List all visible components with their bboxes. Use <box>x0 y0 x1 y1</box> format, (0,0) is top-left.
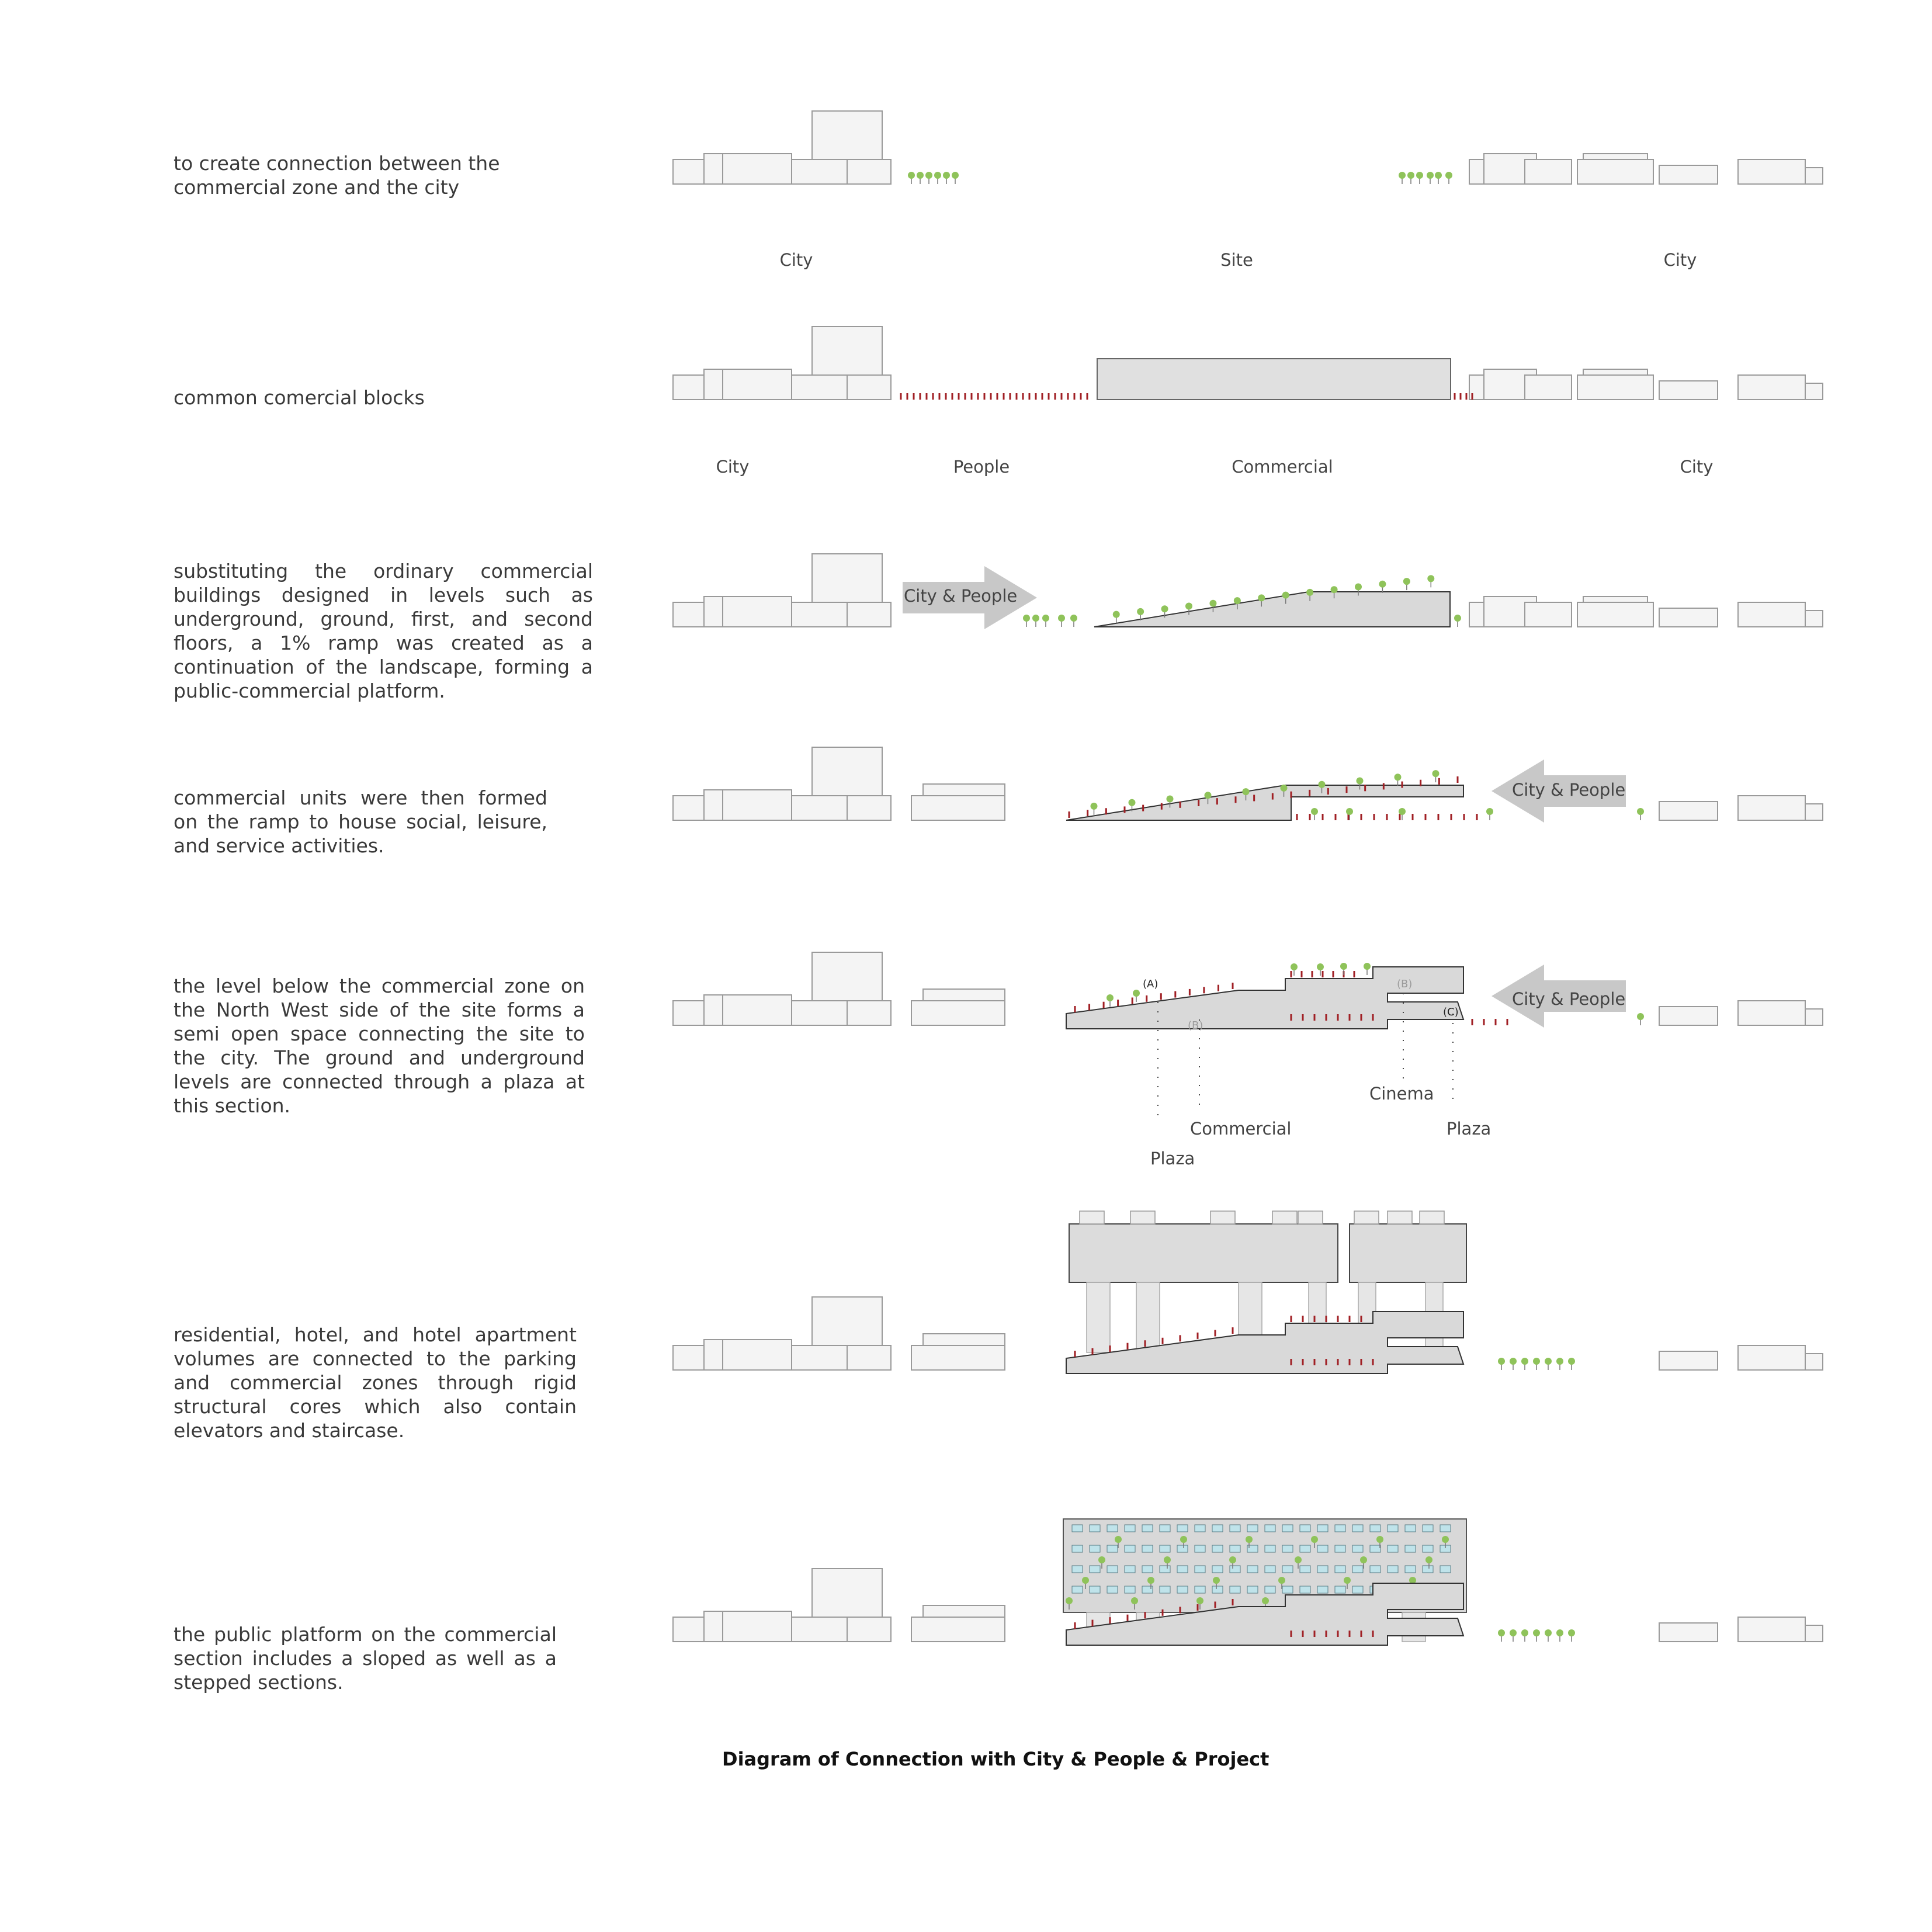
person-icon <box>1144 1612 1146 1618</box>
step-2-label-commercial: Commercial <box>1232 457 1333 477</box>
facade-window <box>1317 1566 1328 1573</box>
facade-window <box>1370 1566 1381 1573</box>
person-icon <box>1337 1631 1339 1637</box>
step-6-caption: residential, hotel, and hotel apartment volumes are connected to the parking and commercial zones through rigid structural cores which also contain elevators and staircase. <box>174 1323 577 1442</box>
tree-icon <box>1376 1536 1383 1543</box>
facade-window <box>1212 1586 1223 1593</box>
facade-window <box>1423 1545 1433 1552</box>
facade-window <box>1282 1586 1293 1593</box>
person-icon <box>1291 1631 1292 1637</box>
step-7-caption: the public platform on the commercial section includes a sloped as well as a stepped sections. <box>174 1623 557 1694</box>
step-2-label-city-left: City <box>716 457 750 477</box>
tree-icon <box>1098 1556 1105 1563</box>
tree-icon <box>1295 1556 1302 1563</box>
facade-window <box>1107 1545 1118 1552</box>
person-icon <box>1314 1631 1316 1637</box>
step-2-label-city-right: City <box>1680 457 1714 477</box>
city-building <box>911 1617 1005 1642</box>
facade-window <box>1142 1566 1153 1573</box>
facade-window <box>1230 1545 1240 1552</box>
tag-b-upper: (B) <box>1397 978 1413 990</box>
facade-window <box>1335 1586 1345 1593</box>
facade-window <box>1212 1525 1223 1532</box>
facade-window <box>1230 1586 1240 1593</box>
step-1-label-city-left: City <box>779 250 813 270</box>
city-building <box>1805 1625 1823 1642</box>
person-icon <box>1361 1631 1362 1637</box>
facade-window <box>1090 1566 1100 1573</box>
tag-a: (A) <box>1143 978 1158 990</box>
tree-icon <box>1360 1556 1367 1563</box>
facade-window <box>1160 1525 1170 1532</box>
tag-c: (C) <box>1443 1006 1459 1018</box>
tree-icon <box>1510 1629 1517 1636</box>
facade-window <box>1317 1586 1328 1593</box>
person-icon <box>1215 1601 1216 1608</box>
person-icon <box>1372 1631 1374 1637</box>
facade-window <box>1282 1566 1293 1573</box>
facade-window <box>1230 1566 1240 1573</box>
facade-window <box>1265 1545 1275 1552</box>
step-5-caption: the level below the commercial zone on the North West side of the site forms a semi open space connecting the site to the city. The ground and underground levels are connected through a plaza at this section. <box>174 974 585 1117</box>
facade-window <box>1300 1586 1310 1593</box>
facade-window <box>1125 1586 1135 1593</box>
facade-window <box>1352 1545 1363 1552</box>
facade-window <box>1195 1586 1205 1593</box>
tree-icon <box>1568 1629 1575 1636</box>
step-1-label-city-right: City <box>1663 250 1697 270</box>
tree-icon <box>1115 1536 1122 1543</box>
facade-window <box>1352 1566 1363 1573</box>
facade-window <box>1125 1566 1135 1573</box>
city-building <box>723 1611 792 1642</box>
tag-b-lower: (B) <box>1188 1019 1203 1032</box>
facade-window <box>1282 1525 1293 1532</box>
facade-window <box>1423 1525 1433 1532</box>
facade-window <box>1107 1525 1118 1532</box>
tree-icon <box>1545 1629 1552 1636</box>
tree-icon <box>1442 1536 1449 1543</box>
step-4-caption: commercial units were then formed on the ramp to house social, leisure, and service activities. <box>174 786 547 857</box>
person-icon <box>1197 1604 1199 1611</box>
facade-window <box>1125 1525 1135 1532</box>
facade-window <box>1335 1566 1345 1573</box>
facade-window <box>1090 1525 1100 1532</box>
tree-icon <box>1498 1629 1505 1636</box>
tree-icon <box>1556 1629 1563 1636</box>
facade-window <box>1282 1545 1293 1552</box>
tree-icon <box>1164 1556 1171 1563</box>
person-icon <box>1109 1617 1111 1624</box>
facade-window <box>1177 1586 1188 1593</box>
facade-window <box>1352 1525 1363 1532</box>
callout-plaza-right: Plaza <box>1447 1119 1492 1139</box>
facade-window <box>1072 1545 1083 1552</box>
facade-window <box>1230 1525 1240 1532</box>
city-building <box>847 1617 891 1642</box>
person-icon <box>1180 1607 1181 1613</box>
callout-plaza-left: Plaza <box>1150 1149 1195 1168</box>
facade-window <box>1265 1525 1275 1532</box>
step-2-label-people: People <box>953 457 1010 477</box>
facade-window <box>1072 1566 1083 1573</box>
facade-window <box>1195 1545 1205 1552</box>
person-icon <box>1074 1622 1076 1629</box>
tree-icon <box>1229 1556 1236 1563</box>
tree-icon <box>1131 1597 1138 1604</box>
city-building <box>1659 1623 1718 1642</box>
facade-window <box>1142 1525 1153 1532</box>
tree-icon <box>1344 1577 1351 1584</box>
facade-window <box>1265 1566 1275 1573</box>
facade-window <box>1090 1586 1100 1593</box>
city-building <box>1738 1617 1805 1642</box>
tree-icon <box>1246 1536 1253 1543</box>
facade-window <box>1160 1545 1170 1552</box>
callout-commercial: Commercial <box>1190 1119 1292 1139</box>
facade-window <box>1405 1566 1416 1573</box>
facade-window <box>1265 1586 1275 1593</box>
facade-window <box>1072 1586 1083 1593</box>
facade-window <box>1405 1545 1416 1552</box>
tree-icon <box>1066 1597 1073 1604</box>
facade-window <box>1388 1525 1398 1532</box>
city-building <box>792 1617 856 1642</box>
step-3-arrow-label: City & People <box>904 586 1018 606</box>
facade-window <box>1247 1566 1258 1573</box>
facade-window <box>1107 1586 1118 1593</box>
step-5-arrow-label: City & People <box>1512 989 1626 1009</box>
tree-icon <box>1262 1597 1269 1604</box>
facade-window <box>1247 1586 1258 1593</box>
facade-window <box>1335 1545 1345 1552</box>
person-icon <box>1162 1610 1164 1616</box>
facade-window <box>1090 1545 1100 1552</box>
person-icon <box>1326 1631 1327 1637</box>
facade-window <box>1247 1525 1258 1532</box>
callout-cinema: Cinema <box>1369 1084 1434 1104</box>
facade-window <box>1370 1525 1381 1532</box>
facade-window <box>1177 1545 1188 1552</box>
tree-icon <box>1311 1536 1318 1543</box>
facade-window <box>1335 1525 1345 1532</box>
tree-icon <box>1180 1536 1187 1543</box>
facade-window <box>1352 1586 1363 1593</box>
facade-window <box>1177 1566 1188 1573</box>
tree-icon <box>1278 1577 1285 1584</box>
facade-window <box>1125 1545 1135 1552</box>
facade-window <box>1072 1525 1083 1532</box>
facade-window <box>1212 1545 1223 1552</box>
facade-window <box>1317 1525 1328 1532</box>
facade-window <box>1300 1545 1310 1552</box>
facade-window <box>1160 1586 1170 1593</box>
step-1-caption: to create connection between the commercial zone and the city <box>174 152 500 199</box>
facade-window <box>1440 1566 1451 1573</box>
person-icon <box>1302 1631 1304 1637</box>
facade-window <box>1300 1525 1310 1532</box>
facade-window <box>1300 1566 1310 1573</box>
facade-window <box>1107 1566 1118 1573</box>
facade-window <box>1160 1566 1170 1573</box>
facade-window <box>1405 1525 1416 1532</box>
facade-window <box>1212 1566 1223 1573</box>
tree-icon <box>1533 1629 1540 1636</box>
tree-icon <box>1082 1577 1089 1584</box>
diagram-title: Diagram of Connection with City & People & Project <box>722 1748 1269 1770</box>
facade-window <box>1388 1566 1398 1573</box>
tree-icon <box>1196 1597 1203 1604</box>
tree-icon <box>1213 1577 1220 1584</box>
facade-window <box>1317 1545 1328 1552</box>
facade-window <box>1370 1545 1381 1552</box>
facade-window <box>1423 1566 1433 1573</box>
facade-window <box>1195 1525 1205 1532</box>
person-icon <box>1092 1620 1094 1626</box>
step-4-arrow-label: City & People <box>1512 780 1626 800</box>
person-icon <box>1349 1631 1351 1637</box>
person-icon <box>1232 1599 1234 1605</box>
tree-icon <box>1425 1556 1432 1563</box>
facade-window <box>1388 1545 1398 1552</box>
facade-window <box>1440 1525 1451 1532</box>
facade-window <box>1177 1525 1188 1532</box>
step-3-caption: substituting the ordinary commercial buildings designed in levels such as underground, ground, first, and second floors, a 1% ramp was created as a continuation of the landscape, forming a public-commercial platform. <box>174 560 593 702</box>
step-2-caption: common comercial blocks <box>174 386 425 409</box>
person-icon <box>1127 1615 1129 1621</box>
facade-window <box>1142 1545 1153 1552</box>
step-1-label-site: Site <box>1220 250 1253 270</box>
tree-icon <box>1147 1577 1154 1584</box>
facade-window <box>1195 1566 1205 1573</box>
tree-icon <box>1521 1629 1528 1636</box>
